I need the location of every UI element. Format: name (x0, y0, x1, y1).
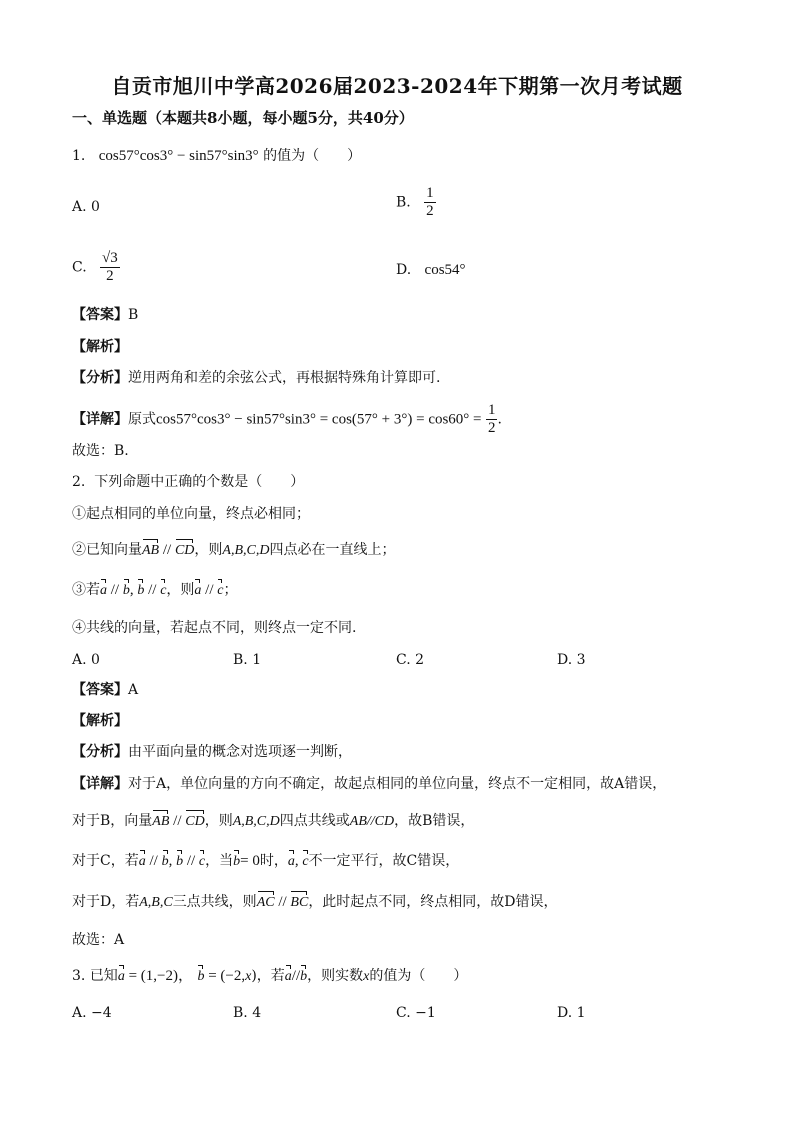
xiangjie-end: . (497, 411, 502, 428)
vector-a-value: = (1,−2)， (124, 968, 193, 984)
xiangjie-c: 对于C，若a // b, b // c，当b= 0时，a, c不一定平行，故C错误， (72, 851, 734, 872)
option-c: C. −1 (396, 1005, 436, 1021)
question-text: )，若 (251, 968, 285, 984)
option-c: C. 2 (396, 652, 425, 668)
xiangjie-label: 【详解】 (72, 776, 128, 792)
statement-text: ，则 (194, 542, 223, 558)
vector-c: c (302, 852, 308, 872)
question-number: 2. (72, 474, 86, 490)
xiangjie-text: 三点共线，则 (172, 894, 257, 910)
numerator: √3 (102, 250, 118, 266)
question-text: 已知 (89, 968, 118, 984)
statement-text: ②已知向量 (72, 542, 142, 558)
vector-a: a (194, 581, 201, 601)
xiangjie-text: ，则 (204, 813, 233, 829)
xiangjie-text: 四点共线或 (279, 813, 350, 829)
vector-c: c (217, 581, 223, 601)
denominator: 2 (106, 268, 114, 284)
xiangjie-text: 时， (259, 853, 288, 869)
answer-label: 【答案】 (72, 682, 128, 698)
option-letter: C. (72, 259, 87, 276)
option-c (72, 250, 120, 285)
vector-b: b (300, 967, 307, 987)
question-text: ，则实数 (307, 968, 364, 984)
vector-b-value: = (−2, (204, 968, 246, 984)
xiangjie-line (72, 402, 734, 437)
statement-text: 四点必在一直线上； (269, 542, 396, 558)
option-a: A. 0 (72, 652, 100, 668)
points: A,B,C,D (232, 814, 280, 829)
question-number: 3. (72, 968, 86, 984)
answer-line (72, 680, 734, 700)
statement-text: ③若 (72, 582, 100, 598)
answer-line (72, 305, 734, 325)
variable-x: x (363, 969, 370, 984)
vector-cd: CD (175, 541, 194, 561)
vector-ab: AB (152, 812, 169, 832)
option-b (396, 185, 436, 220)
vector-b: b (176, 852, 183, 872)
fraction (424, 185, 436, 220)
vector-b: b (162, 852, 169, 872)
xiangjie-text: 不一定平行，故C错误， (308, 853, 460, 869)
vector-ab: AB (142, 541, 159, 561)
vector-a: a (118, 967, 125, 987)
answer-label: 【答案】 (72, 307, 128, 323)
question-text: 的值为（ ） (369, 968, 468, 984)
statement-text: ； (223, 582, 238, 598)
analysis-label: 【解析】 (72, 713, 128, 729)
option-a: A. −4 (72, 1005, 112, 1021)
xiangjie-d: 对于D，若A,B,C三点共线，则AC // BC，此时起点不同，终点相同，故D错误， (72, 892, 734, 913)
vector-a: a (100, 581, 107, 601)
vector-b: b (233, 852, 240, 872)
option-letter: A. (72, 199, 87, 215)
option-d: D. 1 (557, 1005, 586, 1021)
question-text: 下列命题中正确的个数是（ ） (94, 474, 305, 490)
numerator: 1 (426, 185, 434, 201)
choose-line: 故选：A (72, 932, 125, 948)
xiangjie-text: 对于A，单位向量的方向不确定，故起点相同的单位向量，终点不一定相同，故A错误， (128, 776, 667, 792)
zero-expr: = 0 (240, 853, 260, 869)
xiangjie-text: 对于C，若 (72, 853, 139, 869)
statement-1: ①起点相同的单位向量，终点必相同； (72, 506, 310, 522)
statement-text: ，则 (166, 582, 195, 598)
option-letter: B. (396, 194, 411, 211)
points: A,B,C (139, 895, 173, 910)
points: A,B,C,D (222, 543, 270, 558)
numerator: 1 (487, 402, 496, 418)
option-d: D. 3 (557, 652, 586, 668)
fenxi-line (72, 368, 734, 388)
option-d (396, 260, 466, 280)
vector-a: a (288, 852, 295, 872)
fenxi-text: 逆用两角和差的余弦公式，再根据特殊角计算即可. (128, 370, 441, 386)
xiangjie-text: ，故B错误， (394, 813, 475, 829)
xiangjie-a (72, 774, 734, 794)
analysis-label: 【解析】 (72, 339, 128, 355)
xiangjie-math: cos57°cos3° − sin57°sin3° = cos(57° + 3°) = cos60° = (156, 411, 482, 428)
option-letter: D. (396, 262, 412, 278)
parallel-expr: AB//CD (349, 814, 395, 829)
fenxi-label: 【分析】 (72, 370, 128, 386)
question-text: 的值为（ ） (263, 148, 362, 164)
vector-b: b (137, 581, 144, 601)
xiangjie-b: 对于B，向量AB // CD，则A,B,C,D四点共线或AB//CD，故B错误， (72, 811, 734, 832)
xiangjie-label: 【详解】 (72, 411, 128, 428)
vector-cd: CD (185, 812, 204, 832)
section-heading: 一、单选题（本题共8小题，每小题5分，共40分） (72, 109, 414, 127)
answer-value: A (128, 682, 139, 698)
xiangjie-text: ，此时起点不同，终点相同，故D错误， (308, 894, 558, 910)
vector-a: a (285, 967, 292, 987)
variable-x: x (245, 969, 252, 984)
denominator: 2 (487, 420, 496, 436)
statement-4: ④共线的向量，若起点不同，则终点一定不同. (72, 620, 357, 636)
vector-ac: AC (257, 893, 275, 913)
fenxi-line (72, 742, 734, 762)
option-b: B. 4 (233, 1005, 262, 1021)
question-math: cos57°cos3° − sin57°sin3° (98, 148, 259, 164)
vector-b: b (197, 967, 204, 987)
xiangjie-text: 对于B，向量 (72, 813, 153, 829)
fraction (486, 402, 498, 437)
answer-value: B (128, 307, 139, 323)
xiangjie-text: ，当 (205, 853, 234, 869)
question-2-stem (72, 472, 734, 492)
option-b: B. 1 (233, 652, 262, 668)
option-value: cos54° (424, 262, 466, 278)
question-number: 1. (72, 148, 86, 164)
statement-3: ③若a // b, b // c，则a // c； (72, 580, 734, 601)
fraction (100, 250, 120, 285)
choose-line: 故选：B. (72, 443, 129, 459)
parallel-sign: // (159, 542, 175, 558)
xiangjie-prefix: 原式 (128, 411, 156, 428)
xiangjie-text: 对于D，若 (72, 894, 140, 910)
page-title: 自贡市旭川中学高2026届2023-2024年下期第一次月考试题 (111, 74, 683, 98)
vector-a: a (139, 852, 146, 872)
statement-2 (72, 540, 734, 561)
option-a (72, 197, 100, 217)
question-1-stem (72, 146, 734, 166)
question-3-stem: 3. 已知a = (1,−2)， b = (−2,x)，若a//b，则实数x的值为（ ） (72, 966, 734, 987)
fenxi-text: 由平面向量的概念对选项逐一判断， (128, 744, 352, 760)
vector-c: c (199, 852, 205, 872)
denominator: 2 (426, 203, 434, 219)
option-value: 0 (91, 199, 100, 215)
vector-bc: BC (290, 893, 308, 913)
vector-b: b (123, 581, 130, 601)
fenxi-label: 【分析】 (72, 744, 128, 760)
vector-c: c (160, 581, 166, 601)
